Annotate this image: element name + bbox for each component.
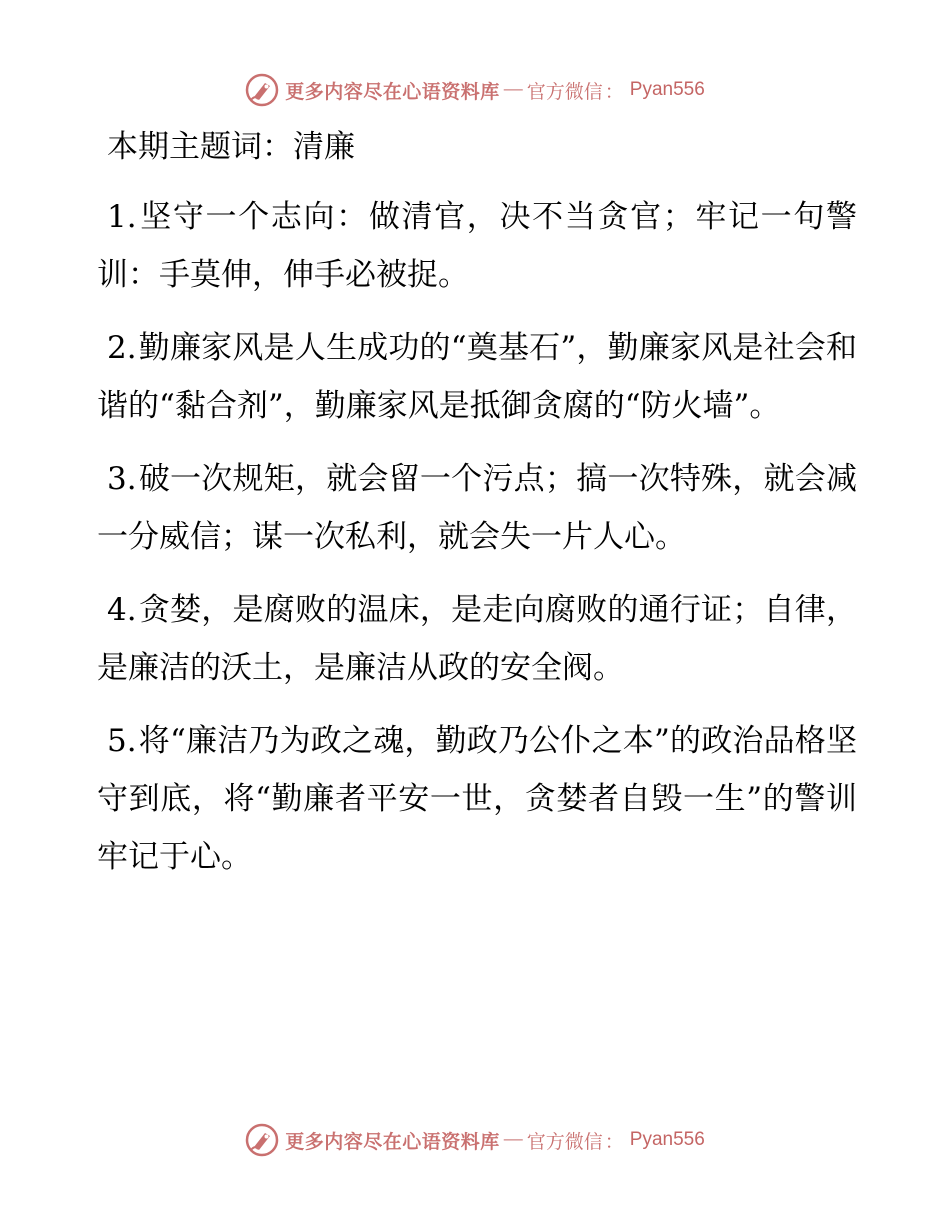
item-text: 破一次规矩，就会留一个污点；搞一次特殊，就会减一分威信；谋一次私利，就会失一片人心。 bbox=[97, 461, 857, 555]
list-item bbox=[97, 712, 857, 886]
item-number: 1. bbox=[107, 199, 137, 235]
watermark-wechat-label: 官方微信 bbox=[526, 1131, 603, 1153]
item-text: 将“廉洁乃为政之魂，勤政乃公仆之本”的政治品格坚守到底，将“勤廉者平安一世，贪婪者自毁一生”的警训牢记于心。 bbox=[97, 723, 857, 875]
pen-nib-logo-icon bbox=[245, 1123, 279, 1157]
item-text: 坚守一个志向：做清官，决不当贪官；牢记一句警训：手莫伸，伸手必被捉。 bbox=[97, 199, 857, 293]
watermark-colon: ： bbox=[604, 1131, 624, 1153]
list-item bbox=[97, 319, 857, 435]
subject-heading: 本期主题词：清廉 bbox=[107, 129, 355, 165]
watermark-main-text: 更多内容尽在心语资料库 bbox=[285, 1131, 500, 1153]
header-watermark bbox=[0, 70, 950, 110]
footer-watermark bbox=[0, 1120, 950, 1160]
watermark-separator: — bbox=[503, 79, 523, 100]
watermark-wechat-id: Pyan556 bbox=[629, 1129, 705, 1150]
watermark-main-text: 更多内容尽在心语资料库 bbox=[285, 81, 500, 103]
item-number: 3. bbox=[107, 461, 137, 497]
watermark-separator: — bbox=[503, 1129, 523, 1150]
watermark-colon: ： bbox=[604, 81, 624, 103]
list-item bbox=[97, 581, 857, 697]
watermark-wechat-id: Pyan556 bbox=[629, 79, 705, 100]
item-text: 贪婪，是腐败的温床，是走向腐败的通行证；自律，是廉洁的沃土，是廉洁从政的安全阀。 bbox=[97, 592, 857, 686]
list-item bbox=[97, 450, 857, 566]
list-item bbox=[97, 188, 857, 304]
item-text: 勤廉家风是人生成功的“奠基石”，勤廉家风是社会和谐的“黏合剂”，勤廉家风是抵御贪腐的“防火墙”。 bbox=[97, 330, 857, 424]
item-number: 4. bbox=[107, 592, 137, 628]
pen-nib-logo-icon bbox=[245, 73, 279, 107]
watermark-wechat-label: 官方微信 bbox=[526, 81, 603, 103]
document-body bbox=[97, 118, 857, 901]
item-number: 2. bbox=[107, 330, 137, 366]
item-number: 5. bbox=[107, 723, 137, 759]
